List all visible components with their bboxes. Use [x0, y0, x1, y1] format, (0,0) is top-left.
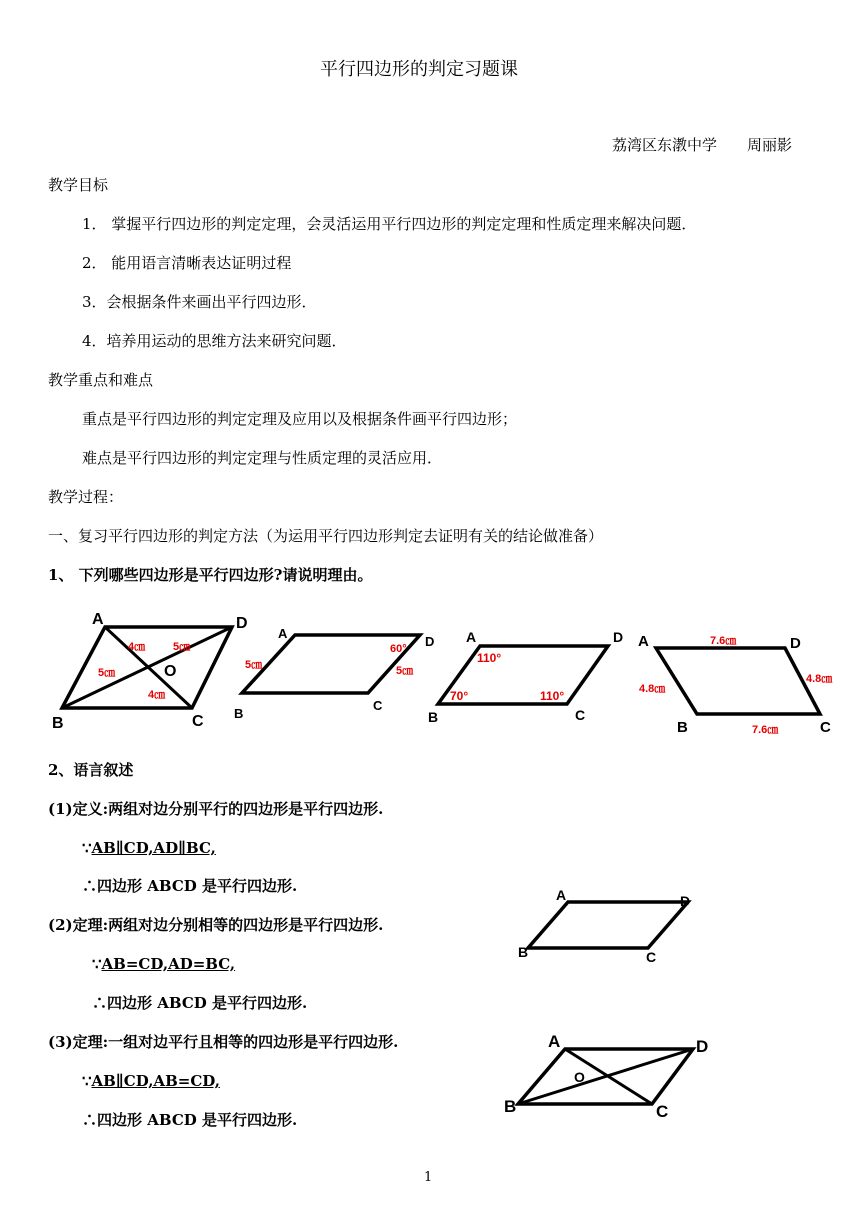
page-number: 1 [424, 1170, 433, 1185]
fig6-label-c: C [656, 1102, 669, 1121]
figure-1-parallelogram [52, 611, 248, 732]
statement-1-condition [82, 838, 216, 858]
key-points-heading: 教学重点和难点 [48, 371, 154, 389]
fig1-length-od: 5㎝ [173, 641, 191, 653]
because-symbol: ∵ [82, 1072, 92, 1090]
fig6-label-a: A [548, 1032, 561, 1051]
fig2-label-a: A [278, 626, 288, 641]
process-heading: 教学过程： [48, 488, 124, 506]
goals-heading: 教学目标 [48, 176, 109, 194]
figure-2-quadrilateral [234, 626, 434, 721]
goal-item: 4．培养用运动的思维方法来研究问题． [82, 332, 347, 350]
author-line: 荔湾区东漖中学 周丽影 [612, 136, 793, 154]
condition-text: AB∥CD,AD∥BC, [91, 839, 216, 857]
fig4-label-c: C [820, 719, 831, 736]
statement-3-condition [82, 1071, 220, 1091]
question-2: 2、语言叙述 [48, 761, 134, 779]
fig4-label-a: A [638, 633, 649, 650]
document-title: 平行四边形的判定习题课 [320, 59, 518, 80]
fig5-label-d: D [680, 893, 691, 909]
fig4-length-ab: 4.8㎝ [639, 683, 666, 695]
fig2-length-ab: 5㎝ [245, 659, 263, 671]
fig4-label-d: D [790, 635, 801, 652]
fig3-label-c: C [575, 707, 586, 723]
fig6-label-o: O [574, 1069, 585, 1085]
fig1-label-o: O [164, 663, 177, 680]
fig1-label-d: D [236, 615, 248, 632]
goal-item: 2． 能用语言清晰表达证明过程 [82, 254, 292, 272]
goal-item: 3．会根据条件来画出平行四边形． [82, 293, 317, 311]
fig5-label-b: B [518, 944, 529, 960]
condition-text: AB∥CD,AB=CD, [91, 1072, 220, 1090]
figure-4-quadrilateral [638, 633, 833, 736]
fig4-length-bc: 7.6㎝ [752, 724, 779, 736]
because-symbol: ∵ [92, 955, 102, 973]
fig2-angle-d: 60° [390, 643, 407, 655]
statement-2-conclusion: ∴四边形 ABCD 是平行四边形. [92, 994, 308, 1012]
fig4-label-b: B [677, 719, 688, 736]
because-symbol: ∵ [82, 839, 92, 857]
fig6-label-d: D [696, 1037, 709, 1056]
statement-2-theorem: (2)定理:两组对边分别相等的四边形是平行四边形. [48, 916, 384, 934]
fig1-length-oa: 4㎝ [128, 641, 146, 653]
key-point-item: 难点是平行四边形的判定定理与性质定理的灵活应用． [82, 449, 443, 467]
fig2-label-c: C [373, 698, 383, 713]
fig4-length-ad: 7.6㎝ [710, 635, 737, 647]
fig1-label-c: C [192, 713, 204, 730]
fig5-label-a: A [556, 887, 567, 903]
fig2-label-b: B [234, 706, 244, 721]
condition-text: AB=CD,AD=BC, [101, 955, 236, 973]
fig3-label-a: A [466, 629, 477, 645]
fig3-label-b: B [428, 709, 439, 725]
key-point-item: 重点是平行四边形的判定定理及应用以及根据条件画平行四边形； [82, 410, 518, 428]
fig1-length-ob: 5㎝ [98, 667, 116, 679]
fig5-label-c: C [646, 949, 657, 965]
fig1-label-a: A [92, 611, 104, 628]
fig3-label-d: D [613, 629, 624, 645]
statement-3-theorem: (3)定理:一组对边平行且相等的四边形是平行四边形. [48, 1033, 399, 1051]
fig3-angle-b: 70° [450, 689, 469, 703]
figure-5-parallelogram [518, 887, 690, 965]
fig2-label-d: D [425, 634, 435, 649]
fig3-angle-a: 110° [477, 651, 502, 665]
fig1-label-b: B [52, 715, 64, 732]
fig4-length-dc: 4.8㎝ [806, 673, 833, 685]
goal-item: 1． 掌握平行四边形的判定定理，会灵活运用平行四边形的判定定理和性质定理来解决问题． [82, 215, 697, 233]
fig2-length-cd: 5㎝ [396, 665, 414, 677]
fig3-angle-c: 110° [540, 689, 565, 703]
statement-3-conclusion: ∴四边形 ABCD 是平行四边形. [82, 1111, 298, 1129]
section-heading: 一、复习平行四边形的判定方法（为运用平行四边形判定去证明有关的结论做准备） [48, 527, 604, 545]
statement-2-condition [92, 954, 235, 974]
statement-1-conclusion: ∴四边形 ABCD 是平行四边形. [82, 877, 298, 895]
fig1-length-oc: 4㎝ [148, 689, 166, 701]
figure-6-parallelogram [504, 1032, 708, 1121]
figure-3-quadrilateral [428, 629, 623, 725]
fig6-label-b: B [504, 1097, 517, 1116]
question-1: 1、 下列哪些四边形是平行四边形?请说明理由。 [48, 566, 373, 584]
statement-1-definition: (1)定义:两组对边分别平行的四边形是平行四边形. [48, 800, 384, 818]
